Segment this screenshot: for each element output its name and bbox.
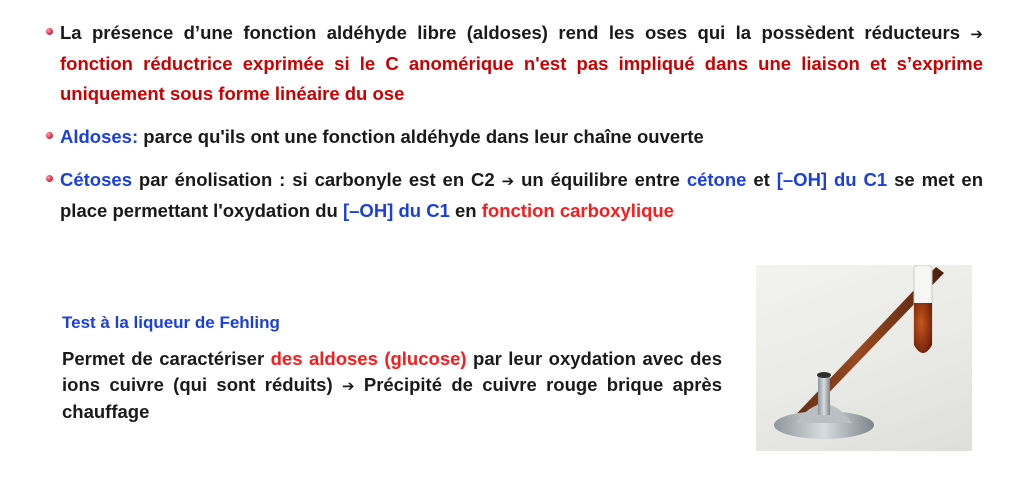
bullet-reducing-sugars xyxy=(60,18,983,109)
brick-red-precipitate xyxy=(914,303,932,353)
term-oh-c1: [–OH] du C1 xyxy=(342,200,450,221)
bullet-list xyxy=(60,18,983,239)
term-oh-c1: [–OH] du C1 xyxy=(776,169,888,190)
arrow-right-icon: ➔ xyxy=(970,25,983,43)
arrow-right-icon: ➔ xyxy=(341,377,355,395)
fehling-text-part: par leur oxydation avec des ions cuivre (qui sont réduits) xyxy=(62,348,722,395)
bullet-text: La présence d’une fonction aldéhyde libre (aldoses) rend les oses qui la possèdent réducteurs xyxy=(60,22,971,43)
arrow-right-icon: ➔ xyxy=(501,172,515,190)
term-aldoses: Aldoses: xyxy=(60,126,139,147)
highlight-text: fonction réductrice exprimée si le C anomérique n'est pas impliqué dans une liaison et s’exprime uniquement sous forme linéaire du ose xyxy=(60,53,983,104)
bullet-text: et xyxy=(746,169,777,190)
bullet-dot-icon xyxy=(46,132,53,139)
bullet-text: se met en place permettant l'oxydation du xyxy=(60,169,983,221)
bullet-cetoses xyxy=(60,165,983,226)
term-aldoses-glucose: des aldoses (glucose) xyxy=(270,348,467,369)
term-cetone: cétone xyxy=(686,169,747,190)
burner-opening xyxy=(817,372,831,378)
fehling-title: Test à la liqueur de Fehling xyxy=(62,313,280,332)
fehling-text xyxy=(62,346,722,425)
fehling-test-photo xyxy=(756,265,972,451)
bullet-text: en xyxy=(449,200,482,221)
bullet-text: par énolisation : si carbonyle est en C2 xyxy=(131,169,502,190)
fehling-text-part: Permet de caractériser xyxy=(62,348,271,369)
term-carboxylic: fonction carboxylique xyxy=(481,200,674,221)
test-tube-burner-illustration xyxy=(756,265,972,451)
bullet-text: parce qu'ils ont une fonction aldéhyde dans leur chaîne ouverte xyxy=(138,126,704,147)
bullet-text: un équilibre entre xyxy=(514,169,687,190)
bullet-aldoses xyxy=(60,122,983,152)
fehling-section xyxy=(62,312,722,425)
burner-nozzle xyxy=(818,375,830,415)
bullet-dot-icon xyxy=(46,28,53,35)
term-cetoses: Cétoses xyxy=(60,169,132,190)
fehling-text-part: Précipité de cuivre rouge brique après chauffage xyxy=(62,374,722,422)
bullet-dot-icon xyxy=(46,175,53,182)
